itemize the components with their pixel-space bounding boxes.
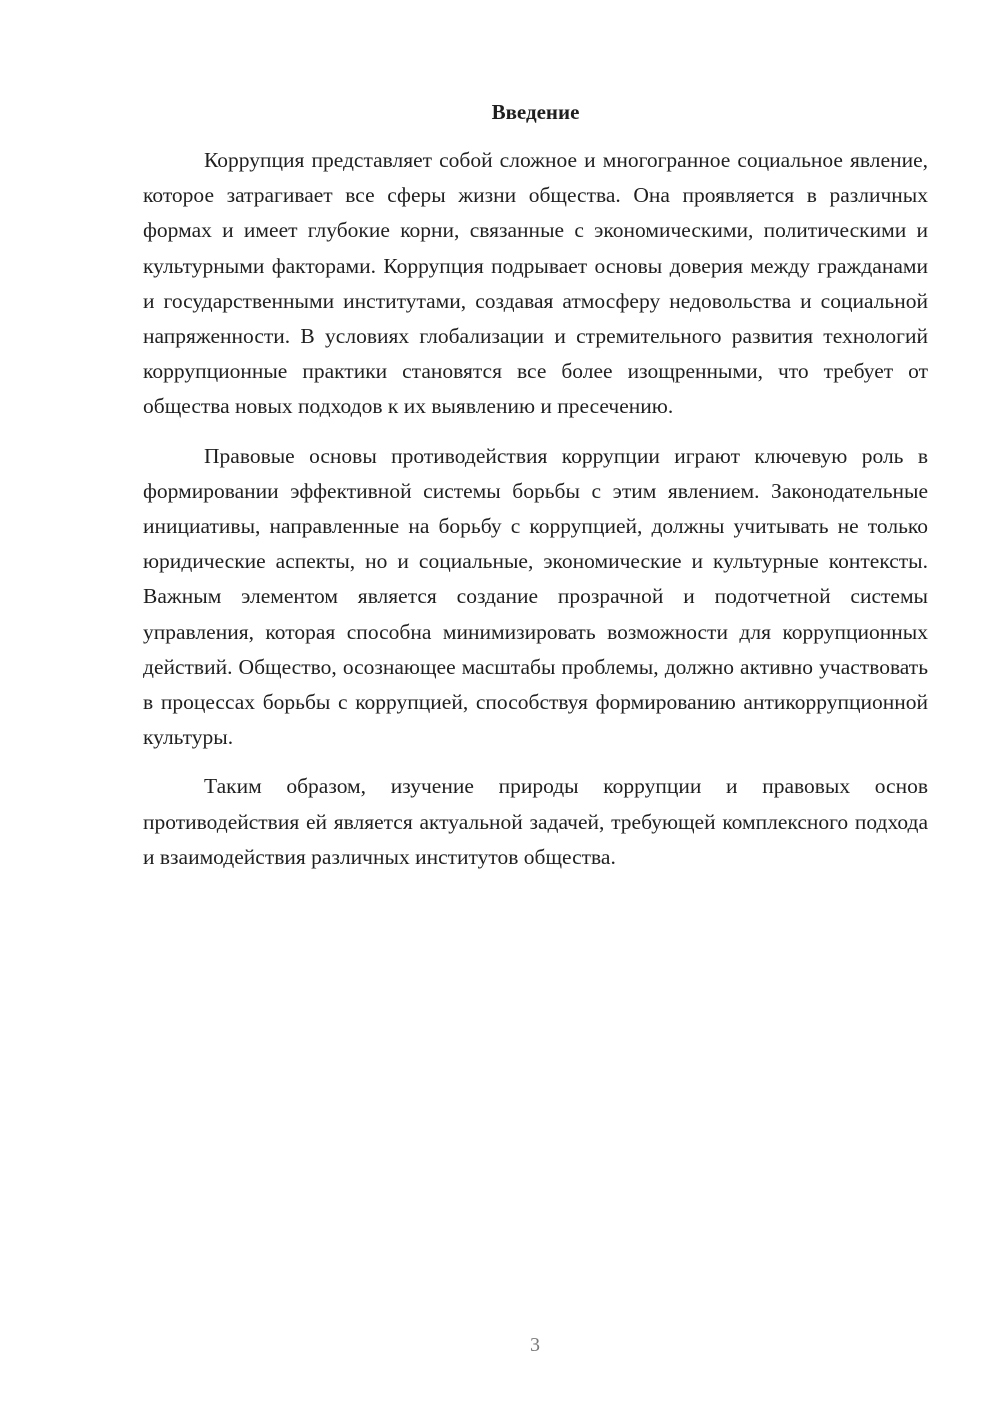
section-heading: Введение	[491, 100, 580, 124]
paragraph-3: Таким образом, изучение природы коррупции и правовых основ противодействия ей является актуальной задачей, требующей комплексного подхода и взаимодействия различных институтов общества.	[143, 774, 928, 869]
page-number: 3	[530, 1334, 540, 1356]
body-text	[143, 143, 928, 889]
paragraph-2: Правовые основы противодействия коррупции играют ключевую роль в формировании эффективной системы борьбы с этим явлением. Законодательные инициативы, направленные на борьбу с коррупцией, должны учитывать не только юридические аспекты, но и социальные, экономические и культурные контексты. Важным элементом является создание прозрачной и подотчетной системы управления, которая способна минимизировать возможности для коррупционных действий. Общество, осознающее масштабы проблемы, должно активно участвовать в процессах борьбы с коррупцией, способствуя формированию антикоррупционной культуры.	[143, 443, 928, 750]
paragraph-1: Коррупция представляет собой сложное и многогранное социальное явление, которое затрагивает все сферы жизни общества. Она проявляется в различных формах и имеет глубокие корни, связанные с экономическими, политическими и культурными факторами. Коррупция подрывает основы доверия между гражданами и государственными институтами, создавая атмосферу недовольства и социальной напряженности. В условиях глобализации и стремительного развития технологий коррупционные практики становятся все более изощренными, что требует от общества новых подходов к их выявлению и пресечению.	[143, 148, 928, 419]
